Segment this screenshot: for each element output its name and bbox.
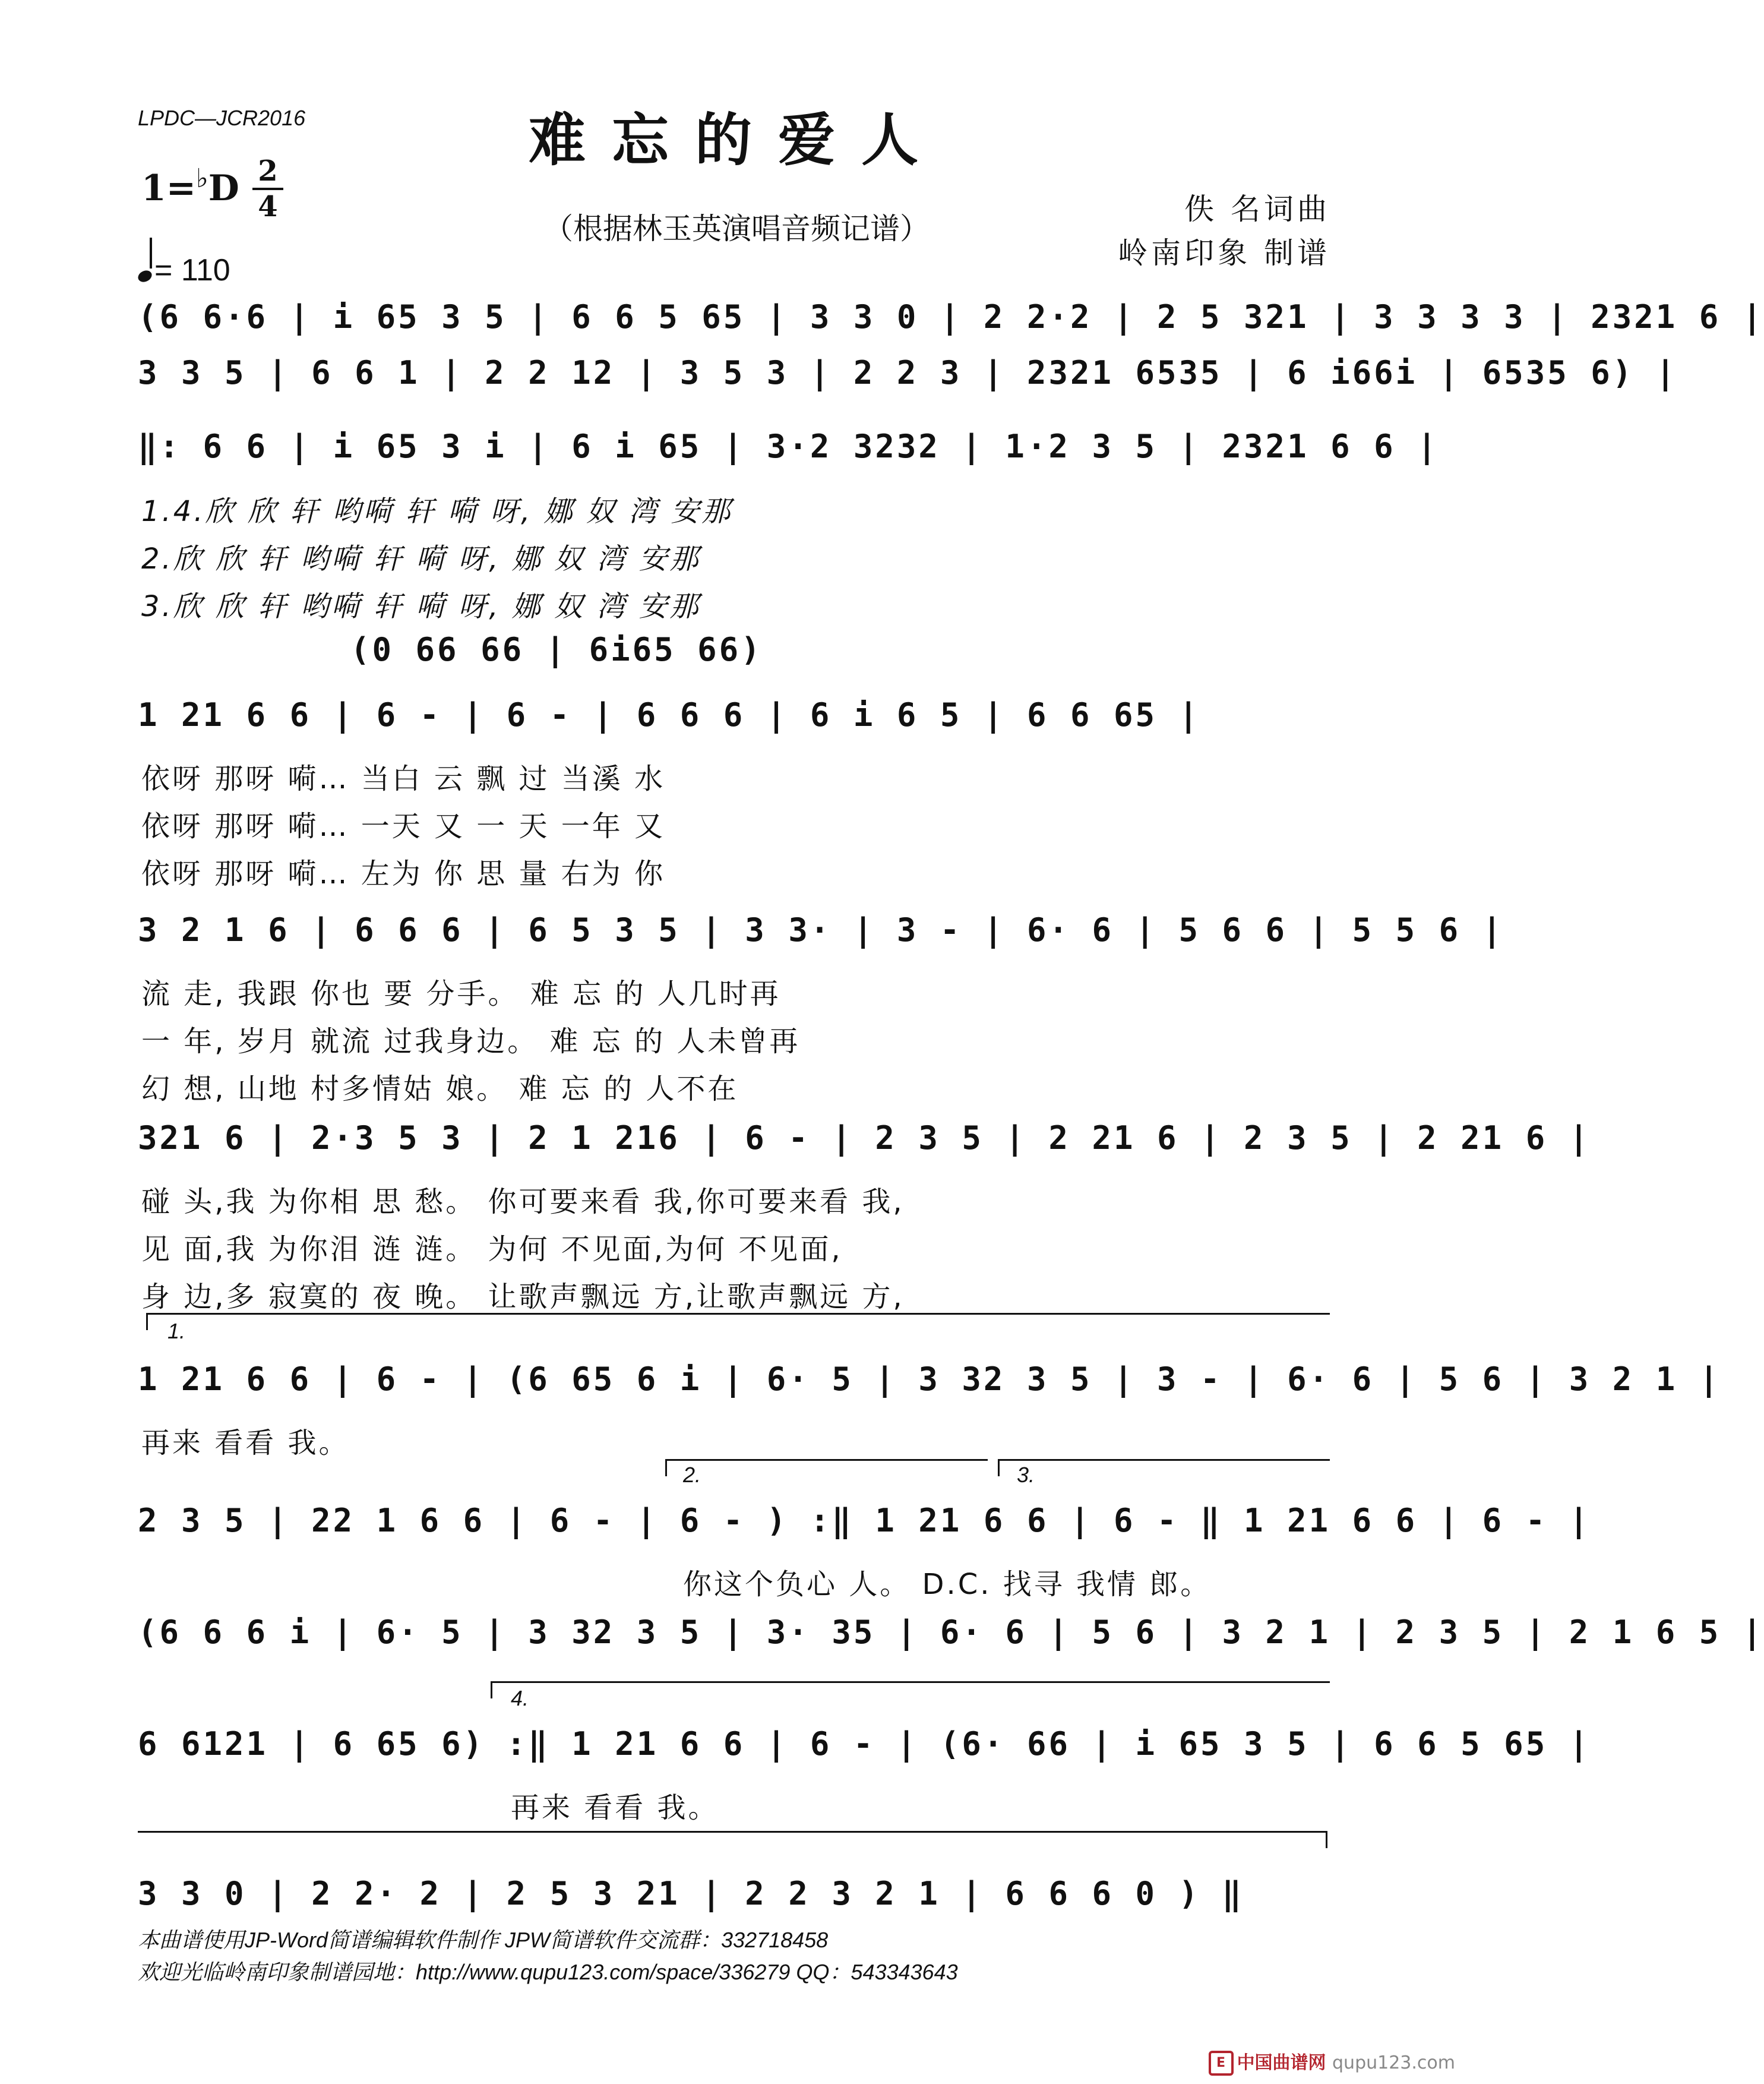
- ending-label-2: 2.: [683, 1463, 701, 1487]
- ending-bracket-1: [146, 1313, 1330, 1330]
- note-stem: [150, 238, 152, 269]
- lyric-ending-4: 再来 看看 我。: [511, 1791, 719, 1824]
- subtitle: （根据林玉英演唱音频记谱）: [543, 211, 930, 246]
- ending-label-4: 4.: [511, 1686, 529, 1710]
- lyric-verse2-d: 见 面,我 为你泪 涟 涟。 为何 不见面,为何 不见面,: [141, 1233, 843, 1266]
- tempo-marking: [138, 250, 230, 288]
- lyric-verse3-a: 3.欣 欣 轩 哟嗬 轩 嗬 呀, 娜 奴 湾 安那: [141, 590, 701, 623]
- score-code: LPDC—JCR2016: [138, 106, 306, 130]
- ending-label-1: 1.: [167, 1319, 186, 1343]
- credit-score: 岭南印象 制谱: [1118, 236, 1330, 270]
- music-line-9: (6 6 6 i | 6· 5 | 3 32 3 5 | 3· 35 | 6· 6 | 5 6 | 3 2 1 | 2 3 5 | 2 1 6 5 |: [138, 1613, 1764, 1651]
- lyric-verse3-b: 依呀 那呀 嗬… 左为 你 思 量 右为 你: [141, 857, 666, 891]
- lyric-verse2-b: 依呀 那呀 嗬… 一天 又 一 天 一年 又: [141, 810, 666, 843]
- music-line-3: ‖: 6 6 | i 65 3 i | 6 i 65 | 3·2 3232 | 1·2 3 5 | 2321 6 6 |: [138, 428, 1439, 465]
- music-line-8: 2 3 5 | 22 1 6 6 | 6 - | 6 - ) :‖ 1 21 6 6 | 6 - ‖ 1 21 6 6 | 6 - |: [138, 1502, 1591, 1539]
- key-signature: [141, 163, 239, 209]
- flat-sign: ♭: [196, 163, 208, 194]
- final-bracket: [138, 1831, 1327, 1848]
- lyric-verse2-c: 一 年, 岁月 就流 过我身边。 难 忘 的 人未曾再: [141, 1025, 801, 1058]
- tempo-value: = 110: [154, 253, 230, 288]
- music-line-7: 1 21 6 6 | 6 - | (6 65 6 i | 6· 5 | 3 32 3 5 | 3 - | 6· 6 | 5 6 | 3 2 1 |: [138, 1360, 1721, 1398]
- music-line-5: 3 2 1 6 | 6 6 6 | 6 5 3 5 | 3 3· | 3 - | 6· 6 | 5 6 6 | 5 5 6 |: [138, 911, 1504, 949]
- key-prefix: 1=: [141, 168, 197, 209]
- music-interlude: (0 66 66 | 6i65 66): [350, 631, 763, 668]
- site-domain: qupu123.com: [1332, 2052, 1455, 2073]
- ending-bracket-3: [998, 1459, 1330, 1476]
- site-name: 中国曲谱网: [1237, 2052, 1326, 2073]
- music-line-1: (6 6·6 | i 65 3 5 | 6 6 5 65 | 3 3 0 | 2 2·2 | 2 5 321 | 3 3 3 3 | 2321 6 |: [138, 298, 1764, 336]
- lyric-verse1-d: 碰 头,我 为你相 思 愁。 你可要来看 我,你可要来看 我,: [141, 1185, 905, 1218]
- footer-line-1: 本曲谱使用JP-Word简谱编辑软件制作 JPW简谱软件交流群：332718458: [138, 1928, 829, 1952]
- site-watermark: [1209, 2048, 1455, 2076]
- credit-words: 佚 名词曲: [1184, 192, 1330, 226]
- song-title: 难忘的爱人: [529, 106, 944, 173]
- lyric-ending-1: 再来 看看 我。: [141, 1426, 350, 1460]
- lyric-ending-2-3: 你这个负心 人。 D.C. 找寻 我情 郎。: [683, 1568, 1212, 1601]
- lyric-verse1-c: 流 走, 我跟 你也 要 分手。 难 忘 的 人几时再: [141, 977, 781, 1011]
- ending-bracket-2: [665, 1459, 988, 1476]
- music-line-2: 3 3 5 | 6 6 1 | 2 2 12 | 3 5 3 | 2 2 3 | 2321 6535 | 6 i66i | 6535 6) |: [138, 354, 1678, 391]
- ending-bracket-4: [491, 1681, 1330, 1698]
- lyric-verse1-b: 依呀 那呀 嗬… 当白 云 飘 过 当溪 水: [141, 762, 666, 795]
- meter-top: 2: [258, 154, 278, 188]
- lyric-verse3-c: 幻 想, 山地 村多情姑 娘。 难 忘 的 人不在: [141, 1072, 739, 1106]
- key-note: D: [208, 168, 239, 209]
- ending-label-3: 3.: [1017, 1463, 1035, 1487]
- meter-bottom: 4: [258, 190, 278, 223]
- music-line-4: 1 21 6 6 | 6 - | 6 - | 6 6 6 | 6 i 6 5 | 6 6 65 |: [138, 696, 1201, 734]
- lyric-verse2-a: 2.欣 欣 轩 哟嗬 轩 嗬 呀, 娜 奴 湾 安那: [141, 542, 701, 576]
- lyric-verse1-a: 1.4.欣 欣 轩 哟嗬 轩 嗬 呀, 娜 奴 湾 安那: [141, 495, 733, 528]
- footer-line-2: 欢迎光临岭南印象制谱园地：http://www.qupu123.com/space/336279 QQ：543343643: [138, 1960, 958, 1984]
- lyric-verse3-d: 身 边,多 寂寞的 夜 晚。 让歌声飘远 方,让歌声飘远 方,: [141, 1280, 905, 1313]
- quarter-note-icon: [136, 269, 153, 284]
- music-line-11: 3 3 0 | 2 2· 2 | 2 5 3 21 | 2 2 3 2 1 | 6 6 6 0 ) ‖: [138, 1875, 1244, 1912]
- music-line-6: 321 6 | 2·3 5 3 | 2 1 216 | 6 - | 2 3 5 | 2 21 6 | 2 3 5 | 2 21 6 |: [138, 1119, 1591, 1157]
- site-logo-icon: E: [1209, 2051, 1234, 2076]
- music-line-10: 6 6121 | 6 65 6) :‖ 1 21 6 6 | 6 - | (6· 66 | i 65 3 5 | 6 6 5 65 |: [138, 1725, 1591, 1763]
